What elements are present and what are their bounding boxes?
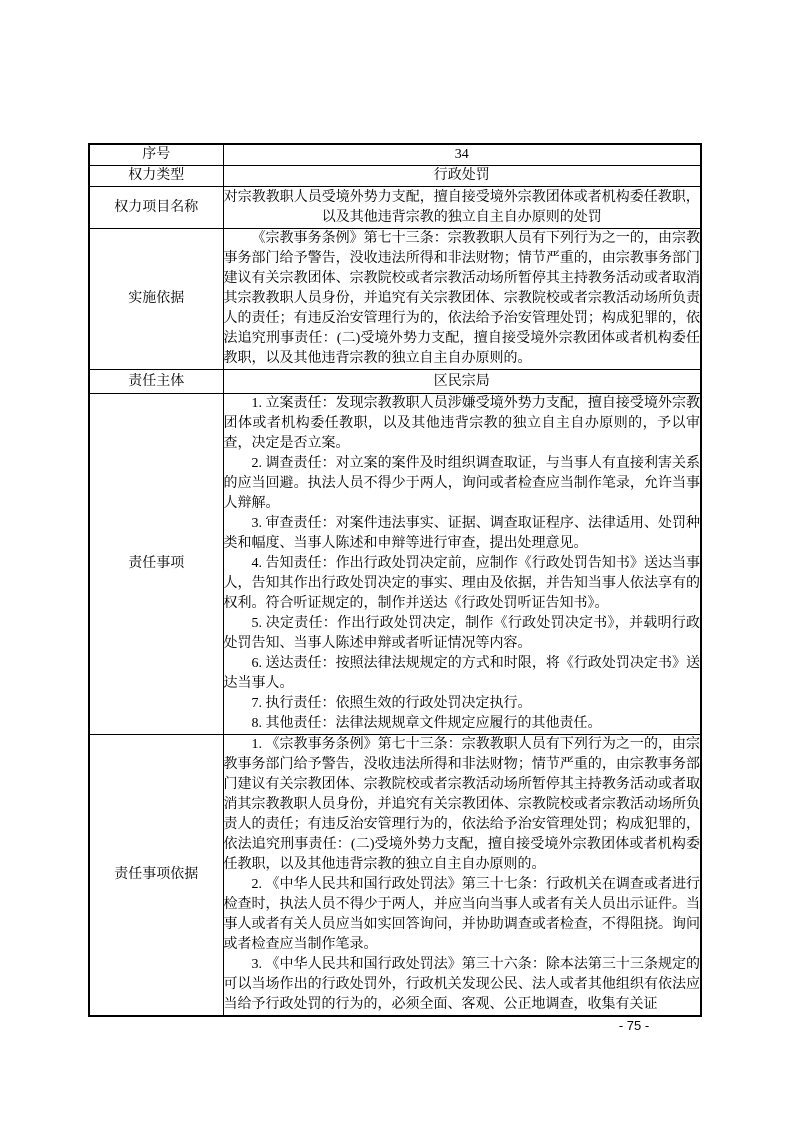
cell-serial-number: 34 [223,144,701,166]
cell-implementation-basis [223,229,701,370]
responsibility-item-8: 8. 其他责任：法律法规规章文件规定应履行的其他责任。 [251,716,602,731]
row-label-implementation-basis: 实施依据 [89,229,223,370]
responsibility-basis-1: 1. 《宗教事务条例》第七十三条：宗教教职人员有下列行为之一的，由宗教事务部门给予警告，没收违法所得和非法财物；情节严重的，由宗教事务部门建议有关宗教团体、宗教院校或者宗教活动场所暂停其主持教务活动或者取消其宗教教职人员身份，并追究有关宗教团体、宗教院校或者宗教活动场所负责人的责任；有违反治安管理行为的，依法给予治安管理处罚；构成犯罪的，依法追究刑事责任：(二)受境外势力支配，擅自接受境外宗教团体或者机构委任教职，以及其他违背宗教的独立自主自办原则的。 [223,737,700,872]
row-label-power-type: 权力类型 [89,166,223,187]
row-label-responsible-subject: 责任主体 [89,370,223,394]
cell-power-type: 行政处罚 [223,166,701,187]
responsibility-item-3: 3. 审查责任：对案件违法事实、证据、调查取证程序、法律适用、处罚种类和幅度、当事人陈述和申辩等进行审查，提出处理意见。 [223,516,700,551]
responsibility-item-7: 7. 执行责任：依照生效的行政处罚决定执行。 [251,696,532,711]
row-label-power-item-name: 权力项目名称 [89,187,223,229]
row-label-serial: 序号 [89,144,223,166]
responsibility-basis-2: 2. 《中华人民共和国行政处罚法》第三十七条：行政机关在调查或者进行检查时，执法人员不得少于两人，并应当向当事人或者有关人员出示证件。当事人或者有关人员应当如实回答询问，并协助调查或者检查，不得阻挠。询问或者检查应当制作笔录。 [223,877,700,952]
responsibility-item-1: 1. 立案责任：发现宗教教职人员涉嫌受境外势力支配，擅自接受境外宗教团体或者机构委任教职，以及其他违背宗教的独立自主自办原则的，予以审查，决定是否立案。 [223,396,700,451]
cell-responsibility-items [223,394,701,735]
cell-power-item-name: 对宗教教职人员受境外势力支配，擅自接受境外宗教团体或者机构委任教职，以及其他违背宗教的独立自主自办原则的处罚 [223,187,701,229]
power-item-table [88,143,702,1017]
table-row-responsible-subject [89,370,701,394]
table-row-power-item-name [89,187,701,229]
row-label-responsibility-items: 责任事项 [89,394,223,735]
responsibility-item-5: 5. 决定责任：作出行政处罚决定，制作《行政处罚决定书》，并载明行政处罚告知、当事人陈述申辩或者听证情况等内容。 [223,616,700,651]
page-number: - 75 - [618,1018,650,1033]
responsibility-item-4: 4. 告知责任：作出行政处罚决定前，应制作《行政处罚告知书》送达当事人，告知其作出行政处罚决定的事实、理由及依据，并告知当事人依法享有的权利。符合听证规定的，制作并送达《行政处罚听证告知书》。 [223,556,700,611]
table-row-power-type [89,166,701,187]
row-label-responsibility-items-basis: 责任事项依据 [89,735,223,1017]
table-row-responsibility-items-basis [89,735,701,1017]
cell-responsibility-items-basis [223,735,701,1017]
implementation-basis-paragraph: 《宗教事务条例》第七十三条：宗教教职人员有下列行为之一的，由宗教事务部门给予警告，没收违法所得和非法财物；情节严重的，由宗教事务部门建议有关宗教团体、宗教院校或者宗教活动场所暂停其主持教务活动或者取消其宗教教职人员身份，并追究有关宗教团体、宗教院校或者宗教活动场所负责人的责任；有违反治安管理行为的，依法给予治安管理处罚；构成犯罪的，依法追究刑事责任：(二)受境外势力支配，擅自接受境外宗教团体或者机构委任教职，以及其他违背宗教的独立自主自办原则的。 [223,231,700,366]
cell-responsible-subject: 区民宗局 [223,370,701,394]
responsibility-item-6: 6. 送达责任：按照法律法规规定的方式和时限，将《行政处罚决定书》送达当事人。 [223,656,700,691]
table-row-serial [89,144,701,166]
responsibility-item-2: 2. 调查责任：对立案的案件及时组织调查取证，与当事人有直接利害关系的应当回避。执法人员不得少于两人，询问或者检查应当制作笔录，允许当事人辩解。 [223,456,700,511]
table-row-implementation-basis [89,229,701,370]
table-row-responsibility-items [89,394,701,735]
responsibility-basis-3: 3. 《中华人民共和国行政处罚法》第三十六条：除本法第三十三条规定的可以当场作出的行政处罚外，行政机关发现公民、法人或者其他组织有依法应当给予行政处罚的行为的，必须全面、客观、公正地调查，收集有关证 [223,957,700,1012]
